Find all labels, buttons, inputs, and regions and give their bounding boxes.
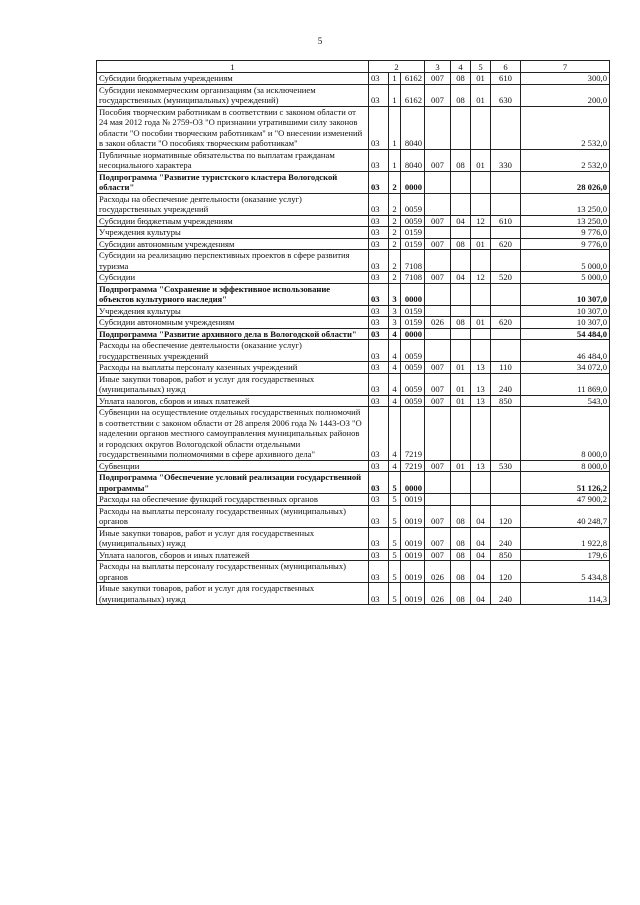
code-program: 03: [369, 238, 389, 250]
code-direction: 0159: [401, 227, 425, 239]
table-row: [97, 193, 610, 215]
row-name: Субсидии автономным учреждениям: [97, 317, 369, 329]
code-expense-type: 240: [491, 373, 521, 395]
row-name: Подпрограмма "Обеспечение условий реализации государственной программы": [97, 472, 369, 494]
code-expense-type: 110: [491, 362, 521, 374]
code-section: [451, 494, 471, 506]
code-program: 03: [369, 227, 389, 239]
row-amount: 9 776,0: [521, 238, 610, 250]
table-row: [97, 505, 610, 527]
header-col-3: 3: [425, 61, 451, 73]
code-expense-type: 240: [491, 527, 521, 549]
code-direction: 0019: [401, 494, 425, 506]
table-row: [97, 305, 610, 317]
code-program: 03: [369, 250, 389, 272]
table-row: [97, 561, 610, 583]
code-direction: 0019: [401, 583, 425, 605]
code-subsection: 01: [471, 238, 491, 250]
code-subsection: [471, 171, 491, 193]
code-section: [451, 106, 471, 149]
code-direction: 0000: [401, 171, 425, 193]
code-section: [451, 227, 471, 239]
code-expense-type: 120: [491, 561, 521, 583]
row-name: Расходы на выплаты персоналу государственных (муниципальных) органов: [97, 505, 369, 527]
code-ministry: [425, 227, 451, 239]
code-subprogram: 5: [389, 561, 401, 583]
code-section: 08: [451, 561, 471, 583]
code-subprogram: 2: [389, 250, 401, 272]
code-ministry: 007: [425, 505, 451, 527]
row-amount: 54 484,0: [521, 328, 610, 340]
code-ministry: [425, 494, 451, 506]
code-program: 03: [369, 460, 389, 472]
code-subprogram: 2: [389, 238, 401, 250]
code-section: [451, 305, 471, 317]
code-expense-type: 240: [491, 583, 521, 605]
code-section: [451, 328, 471, 340]
code-direction: 0159: [401, 305, 425, 317]
row-name: Субсидии на реализацию перспективных проектов в сфере развития туризма: [97, 250, 369, 272]
row-name: Субсидии автономным учреждениям: [97, 238, 369, 250]
code-ministry: 007: [425, 460, 451, 472]
code-program: 03: [369, 395, 389, 407]
code-expense-type: 520: [491, 272, 521, 284]
code-direction: 7219: [401, 407, 425, 461]
code-program: 03: [369, 149, 389, 171]
table-row: [97, 84, 610, 106]
page-number: 5: [317, 36, 323, 46]
row-name: Иные закупки товаров, работ и услуг для государственных (муниципальных) нужд: [97, 583, 369, 605]
code-expense-type: 630: [491, 84, 521, 106]
code-program: 03: [369, 373, 389, 395]
row-amount: 28 026,0: [521, 171, 610, 193]
table-row: [97, 171, 610, 193]
code-section: 08: [451, 549, 471, 561]
code-ministry: [425, 171, 451, 193]
header-col-2: 2: [369, 61, 425, 73]
code-section: 08: [451, 527, 471, 549]
code-expense-type: [491, 340, 521, 362]
code-expense-type: [491, 283, 521, 305]
code-subsection: 04: [471, 583, 491, 605]
code-program: 03: [369, 340, 389, 362]
code-section: 04: [451, 272, 471, 284]
code-ministry: [425, 472, 451, 494]
code-subsection: [471, 250, 491, 272]
code-subsection: 04: [471, 505, 491, 527]
code-section: [451, 250, 471, 272]
code-ministry: 007: [425, 373, 451, 395]
table-row: [97, 272, 610, 284]
row-amount: 114,3: [521, 583, 610, 605]
header-col-7: 7: [521, 61, 610, 73]
table-row: [97, 215, 610, 227]
row-name: Расходы на обеспечение деятельности (оказание услуг) государственных учреждений: [97, 340, 369, 362]
code-program: 03: [369, 106, 389, 149]
code-section: 04: [451, 215, 471, 227]
row-amount: 11 869,0: [521, 373, 610, 395]
row-name: Пособия творческим работникам в соответствии с законом области от 24 мая 2012 года № 2759-ОЗ "О признании утратившими силу законов области "О пособии творческим работникам" и "О внесении изменений в закон области "О пособиях творческим работникам": [97, 106, 369, 149]
code-expense-type: [491, 472, 521, 494]
row-amount: 13 250,0: [521, 215, 610, 227]
code-subsection: 01: [471, 149, 491, 171]
code-subsection: [471, 494, 491, 506]
row-name: Подпрограмма "Развитие архивного дела в Вологодской области": [97, 328, 369, 340]
row-name: Публичные нормативные обязательства по выплатам гражданам несоциального характера: [97, 149, 369, 171]
code-expense-type: [491, 328, 521, 340]
code-direction: 6162: [401, 84, 425, 106]
row-name: Расходы на обеспечение функций государственных органов: [97, 494, 369, 506]
table-row: [97, 317, 610, 329]
code-direction: 6162: [401, 73, 425, 85]
code-program: 03: [369, 472, 389, 494]
code-program: 03: [369, 193, 389, 215]
code-section: 08: [451, 84, 471, 106]
row-name: Подпрограмма "Развитие туристского кластера Вологодской области": [97, 171, 369, 193]
code-program: 03: [369, 317, 389, 329]
code-expense-type: 620: [491, 317, 521, 329]
code-subprogram: 3: [389, 283, 401, 305]
code-program: 03: [369, 305, 389, 317]
code-subsection: 01: [471, 317, 491, 329]
row-amount: 34 072,0: [521, 362, 610, 374]
code-ministry: 007: [425, 395, 451, 407]
table-row: [97, 407, 610, 461]
code-subsection: 01: [471, 73, 491, 85]
code-subprogram: 3: [389, 317, 401, 329]
code-ministry: [425, 250, 451, 272]
row-name: Субвенции на осуществление отдельных государственных полномочий в соответствии с законом области от 28 апреля 2006 года № 1443-ОЗ "О наделении органов местного самоуправления муниципальных районов и городских округов Вологодской области отдельными государственными полномочиями в сфере архивного дела": [97, 407, 369, 461]
row-amount: 8 000,0: [521, 407, 610, 461]
code-subprogram: 1: [389, 84, 401, 106]
table-row: [97, 373, 610, 395]
code-expense-type: 610: [491, 215, 521, 227]
code-ministry: [425, 407, 451, 461]
code-subprogram: 4: [389, 395, 401, 407]
code-direction: 0159: [401, 317, 425, 329]
code-direction: 0159: [401, 238, 425, 250]
code-ministry: 007: [425, 272, 451, 284]
table-row: [97, 149, 610, 171]
code-subprogram: 3: [389, 305, 401, 317]
code-subprogram: 1: [389, 149, 401, 171]
row-amount: 47 900,2: [521, 494, 610, 506]
code-expense-type: [491, 305, 521, 317]
row-name: Уплата налогов, сборов и иных платежей: [97, 395, 369, 407]
row-amount: 10 307,0: [521, 317, 610, 329]
code-program: 03: [369, 561, 389, 583]
code-section: 08: [451, 149, 471, 171]
code-section: [451, 283, 471, 305]
row-amount: 200,0: [521, 84, 610, 106]
code-section: 08: [451, 505, 471, 527]
code-program: 03: [369, 549, 389, 561]
table-row: [97, 362, 610, 374]
table-row: [97, 238, 610, 250]
row-amount: 2 532,0: [521, 106, 610, 149]
code-subprogram: 5: [389, 472, 401, 494]
code-subsection: [471, 193, 491, 215]
table-row: [97, 494, 610, 506]
code-subsection: 04: [471, 561, 491, 583]
code-expense-type: 330: [491, 149, 521, 171]
code-program: 03: [369, 283, 389, 305]
code-subprogram: 5: [389, 549, 401, 561]
table-header-row: [97, 61, 610, 73]
code-direction: 0059: [401, 193, 425, 215]
code-program: 03: [369, 84, 389, 106]
code-direction: 0059: [401, 215, 425, 227]
row-name: Субвенции: [97, 460, 369, 472]
code-subsection: 04: [471, 549, 491, 561]
code-subsection: 13: [471, 460, 491, 472]
code-subsection: 13: [471, 362, 491, 374]
code-expense-type: 850: [491, 549, 521, 561]
code-direction: 8040: [401, 149, 425, 171]
code-section: [451, 472, 471, 494]
code-subprogram: 1: [389, 106, 401, 149]
row-amount: 1 922,8: [521, 527, 610, 549]
table-row: [97, 395, 610, 407]
code-subsection: [471, 227, 491, 239]
row-amount: 5 000,0: [521, 250, 610, 272]
row-name: Субсидии: [97, 272, 369, 284]
row-amount: 543,0: [521, 395, 610, 407]
code-ministry: 007: [425, 527, 451, 549]
header-col-5: 5: [471, 61, 491, 73]
code-direction: 0019: [401, 549, 425, 561]
code-expense-type: [491, 250, 521, 272]
table-row: [97, 549, 610, 561]
table-row: [97, 283, 610, 305]
table-row: [97, 527, 610, 549]
row-amount: 10 307,0: [521, 305, 610, 317]
code-subprogram: 2: [389, 227, 401, 239]
code-section: 08: [451, 317, 471, 329]
row-name: Подпрограмма "Сохранение и эффективное использование объектов культурного наследия": [97, 283, 369, 305]
code-subsection: 04: [471, 527, 491, 549]
row-amount: 13 250,0: [521, 193, 610, 215]
code-subsection: [471, 340, 491, 362]
code-expense-type: [491, 407, 521, 461]
code-section: [451, 340, 471, 362]
code-subsection: 13: [471, 373, 491, 395]
code-subprogram: 4: [389, 373, 401, 395]
code-direction: 0000: [401, 472, 425, 494]
table-row: [97, 73, 610, 85]
code-ministry: 026: [425, 583, 451, 605]
code-section: 01: [451, 395, 471, 407]
table-row: [97, 460, 610, 472]
row-name: Учреждения культуры: [97, 305, 369, 317]
row-name: Уплата налогов, сборов и иных платежей: [97, 549, 369, 561]
code-subprogram: 5: [389, 527, 401, 549]
code-subprogram: 1: [389, 73, 401, 85]
code-direction: 0059: [401, 340, 425, 362]
code-expense-type: [491, 227, 521, 239]
code-program: 03: [369, 583, 389, 605]
code-direction: 0059: [401, 395, 425, 407]
row-amount: 300,0: [521, 73, 610, 85]
code-direction: 0000: [401, 328, 425, 340]
table-row: [97, 583, 610, 605]
code-expense-type: 530: [491, 460, 521, 472]
code-expense-type: [491, 106, 521, 149]
header-col-1: 1: [97, 61, 369, 73]
code-subprogram: 4: [389, 407, 401, 461]
row-name: Расходы на обеспечение деятельности (оказание услуг) государственных учреждений: [97, 193, 369, 215]
code-direction: 7219: [401, 460, 425, 472]
code-expense-type: 120: [491, 505, 521, 527]
code-subsection: [471, 472, 491, 494]
code-direction: 7108: [401, 250, 425, 272]
table-row: [97, 227, 610, 239]
code-direction: 0059: [401, 362, 425, 374]
code-ministry: 007: [425, 549, 451, 561]
header-col-4: 4: [451, 61, 471, 73]
code-expense-type: 620: [491, 238, 521, 250]
code-subprogram: 5: [389, 494, 401, 506]
row-amount: 8 000,0: [521, 460, 610, 472]
code-ministry: 007: [425, 84, 451, 106]
table-row: [97, 106, 610, 149]
row-amount: 179,6: [521, 549, 610, 561]
code-expense-type: 850: [491, 395, 521, 407]
code-program: 03: [369, 328, 389, 340]
code-section: 08: [451, 238, 471, 250]
row-amount: 5 434,8: [521, 561, 610, 583]
code-subprogram: 2: [389, 215, 401, 227]
code-section: 01: [451, 373, 471, 395]
code-ministry: [425, 328, 451, 340]
code-direction: 0019: [401, 527, 425, 549]
row-name: Иные закупки товаров, работ и услуг для государственных (муниципальных) нужд: [97, 373, 369, 395]
code-section: [451, 171, 471, 193]
code-direction: 0000: [401, 283, 425, 305]
table-row: [97, 340, 610, 362]
code-subprogram: 4: [389, 460, 401, 472]
code-ministry: [425, 305, 451, 317]
row-amount: 40 248,7: [521, 505, 610, 527]
row-amount: 5 000,0: [521, 272, 610, 284]
code-subprogram: 2: [389, 272, 401, 284]
code-program: 03: [369, 527, 389, 549]
row-name: Субсидии некоммерческим организациям (за исключением государственных (муниципальных) учреждений): [97, 84, 369, 106]
code-ministry: 007: [425, 149, 451, 171]
table-row: [97, 472, 610, 494]
code-direction: 0019: [401, 505, 425, 527]
code-subprogram: 4: [389, 362, 401, 374]
code-subsection: [471, 328, 491, 340]
code-subsection: [471, 407, 491, 461]
code-ministry: 007: [425, 362, 451, 374]
code-program: 03: [369, 362, 389, 374]
code-section: [451, 407, 471, 461]
code-subprogram: 4: [389, 328, 401, 340]
table-row: [97, 328, 610, 340]
table-row: [97, 250, 610, 272]
code-section: 01: [451, 460, 471, 472]
code-subprogram: 4: [389, 340, 401, 362]
code-direction: 0019: [401, 561, 425, 583]
code-subsection: [471, 106, 491, 149]
row-name: Расходы на выплаты персоналу казенных учреждений: [97, 362, 369, 374]
code-program: 03: [369, 505, 389, 527]
code-ministry: 007: [425, 215, 451, 227]
code-ministry: [425, 193, 451, 215]
code-program: 03: [369, 215, 389, 227]
code-ministry: 007: [425, 73, 451, 85]
code-section: [451, 193, 471, 215]
code-subsection: [471, 305, 491, 317]
code-direction: 0059: [401, 373, 425, 395]
code-subsection: 12: [471, 272, 491, 284]
row-amount: 9 776,0: [521, 227, 610, 239]
code-ministry: 026: [425, 317, 451, 329]
row-name: Субсидии бюджетным учреждениям: [97, 215, 369, 227]
code-ministry: [425, 340, 451, 362]
row-name: Субсидии бюджетным учреждениям: [97, 73, 369, 85]
code-ministry: [425, 106, 451, 149]
budget-table: [96, 60, 610, 605]
row-name: Расходы на выплаты персоналу государственных (муниципальных) органов: [97, 561, 369, 583]
code-subsection: 01: [471, 84, 491, 106]
code-program: 03: [369, 494, 389, 506]
code-subprogram: 5: [389, 505, 401, 527]
header-col-6: 6: [491, 61, 521, 73]
code-ministry: 026: [425, 561, 451, 583]
code-program: 03: [369, 171, 389, 193]
code-program: 03: [369, 272, 389, 284]
code-ministry: [425, 283, 451, 305]
row-name: Учреждения культуры: [97, 227, 369, 239]
row-amount: 51 126,2: [521, 472, 610, 494]
code-section: 08: [451, 583, 471, 605]
code-subsection: [471, 283, 491, 305]
code-subprogram: 5: [389, 583, 401, 605]
row-amount: 2 532,0: [521, 149, 610, 171]
row-amount: 46 484,0: [521, 340, 610, 362]
code-subsection: 12: [471, 215, 491, 227]
code-program: 03: [369, 73, 389, 85]
code-direction: 8040: [401, 106, 425, 149]
code-subprogram: 2: [389, 193, 401, 215]
code-section: 08: [451, 73, 471, 85]
code-subsection: 13: [471, 395, 491, 407]
code-expense-type: [491, 494, 521, 506]
code-program: 03: [369, 407, 389, 461]
code-section: 01: [451, 362, 471, 374]
row-name: Иные закупки товаров, работ и услуг для государственных (муниципальных) нужд: [97, 527, 369, 549]
code-expense-type: [491, 171, 521, 193]
code-ministry: 007: [425, 238, 451, 250]
code-expense-type: 610: [491, 73, 521, 85]
code-expense-type: [491, 193, 521, 215]
row-amount: 10 307,0: [521, 283, 610, 305]
code-direction: 7108: [401, 272, 425, 284]
code-subprogram: 2: [389, 171, 401, 193]
